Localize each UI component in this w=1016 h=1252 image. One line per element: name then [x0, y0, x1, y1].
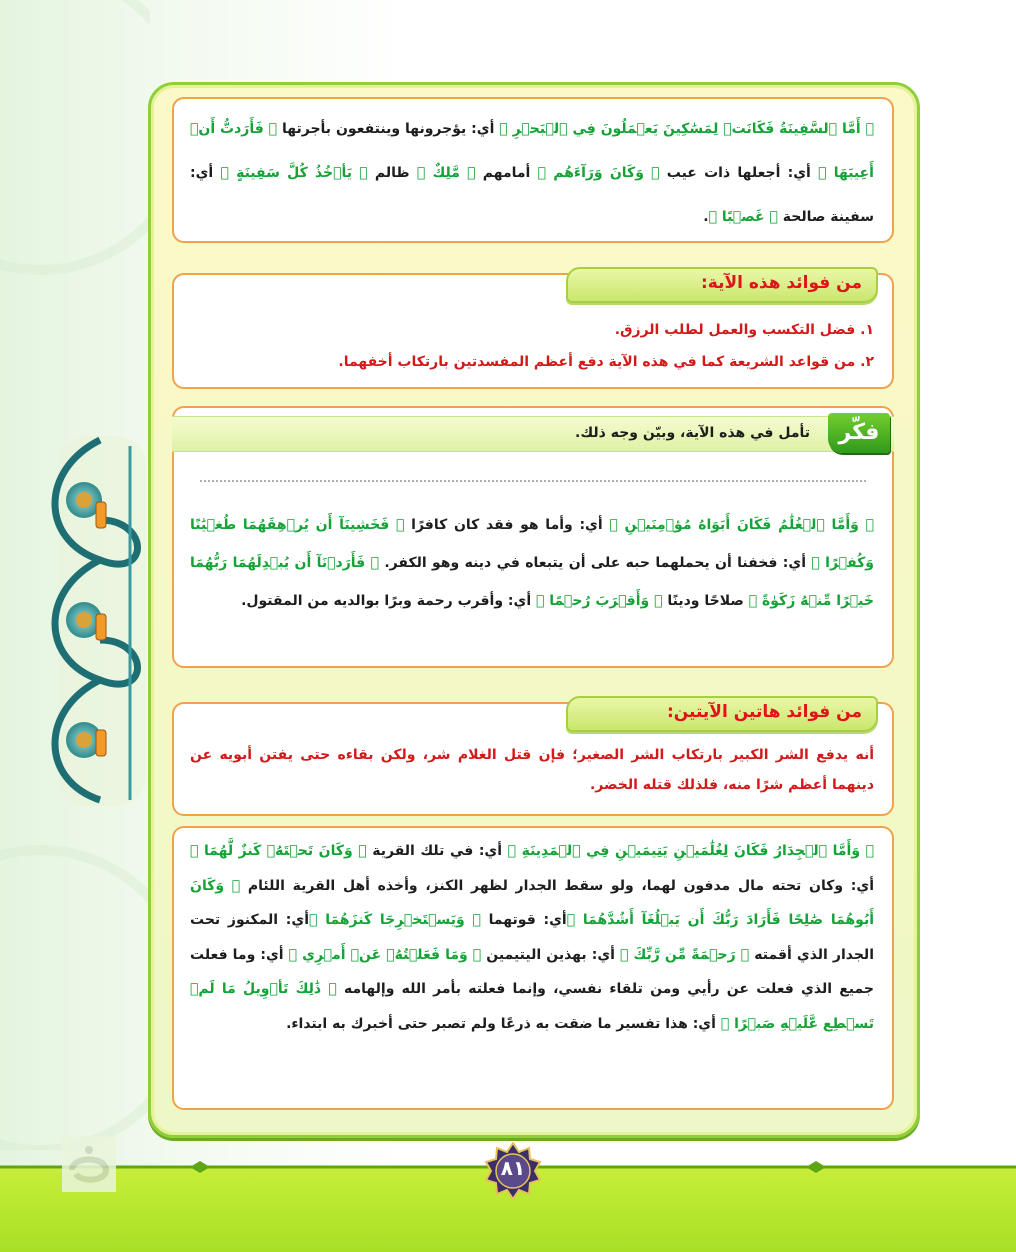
reflect-bar — [172, 416, 894, 452]
quran-verse-segment: ﴿ وَكَانَ وَرَآءَهُم ﴾ — [537, 165, 660, 181]
quran-verse-segment: ﴿ وَمَا فَعَلۡتُهُۥ عَنۡ أَمۡرِي ﴾ — [288, 946, 482, 963]
commentary-segment: أي: يؤجرونها وينتفعون بأجرتها — [277, 121, 500, 137]
commentary-segment: أي: وأما هو فقد كان كافرًا — [404, 517, 610, 533]
publisher-logo — [62, 1136, 116, 1192]
quran-verse-segment: ﴿ وَأَمَّا ٱلۡغُلَٰمُ فَكَانَ أَبَوَاهُ مُؤۡمِنَيۡنِ ﴾ — [609, 517, 875, 533]
reflect-badge: فكّر — [828, 413, 890, 453]
commentary-segment: أي: هذا تفسير ما ضقت به ذرعًا ولم تصبر حتى أخبرك به ابتداء. — [286, 1015, 721, 1032]
quran-verse-segment: ﴿ وَأَقۡرَبَ رُحۡمًا ﴾ — [536, 593, 663, 609]
quran-verse-segment: ﴿ أَمَّا ٱلسَّفِينَةُ فَكَانَتۡ لِمَسَٰكِينَ يَعۡمَلُونَ فِي ٱلۡبَحۡرِ ﴾ — [499, 121, 874, 137]
page-number: ٨١ — [500, 1156, 526, 1180]
quran-verse-segment: ﴿ فَأَرَدتُّ أَنۡ أَعِيبَهَا ﴾ — [190, 121, 874, 181]
quran-verse-segment: ﴿ فَخَشِينَآ أَن يُرۡهِقَهُمَا طُغۡيَٰنًا وَكُفۡرًا ﴾ — [190, 517, 875, 571]
boy-verse-explanation — [190, 506, 874, 620]
commentary-segment: أي: في تلك القرية — [366, 843, 508, 859]
benefits-header-tab — [566, 267, 878, 303]
reflect-prompt: تأمل في هذه الآية، وبيّن وجه ذلك. — [575, 425, 810, 441]
verse-card-ship — [172, 97, 894, 243]
quran-verse-segment: ﴿ وَأَمَّا ٱلۡجِدَارُ فَكَانَ لِغُلَٰمَيۡنِ يَتِيمَيۡنِ فِي ٱلۡمَدِينَةِ ﴾ — [507, 843, 874, 859]
commentary-segment: أي: بهذين اليتيمين — [481, 946, 621, 963]
quran-verse-segment: ﴿ وَكَانَ أَبُوهُمَا صَٰلِحًا فَأَرَادَ رَبُّكَ أَن يَبۡلُغَآ أَشُدَّهُمَا ﴾ — [190, 877, 875, 928]
quran-verse-segment: ﴿ وَيَسۡتَخۡرِجَا كَنزَهُمَا ﴾ — [309, 912, 481, 928]
commentary-segment: أي: قوتهما — [480, 912, 567, 928]
benefits-heading: من فوائد هذه الآية: — [700, 273, 862, 293]
quran-verse-segment: ﴿ ذَٰلِكَ تَأۡوِيلُ مَا لَمۡ تَسۡطِع عَّلَيۡهِ صَبۡرًا ﴾ — [190, 981, 874, 1032]
benefits-card-verse — [172, 273, 894, 389]
benefits2-header-tab — [566, 696, 878, 732]
quran-verse-segment: ﴿ غَصۡبًا ﴾ — [708, 209, 778, 225]
commentary-segment: صلاحًا ودينًا — [662, 593, 749, 609]
benefits2-heading: من فوائد هاتين الآيتين: — [666, 702, 862, 722]
quran-verse-segment: ﴿ فَأَرَدۡنَآ أَن يُبۡدِلَهُمَا رَبُّهُمَا خَيۡرًا مِّنۡهُ زَكَوٰةً ﴾ — [190, 555, 874, 609]
verse-card-wall — [172, 826, 894, 1110]
commentary-segment: أي: المكنوز تحت الجدار الذي أقمته — [190, 912, 874, 963]
quran-verse-segment: ﴿ يَأۡخُذُ كُلَّ سَفِينَةٍ ﴾ — [220, 165, 368, 181]
commentary-segment: أي: وكان تحته مال مدفون لهما، ولو سقط الجدار لظهر الكنز، وأخذه أهل القرية اللئام — [240, 877, 875, 894]
quran-verse-segment: ﴿ مَّلِكٌ ﴾ — [416, 165, 476, 181]
wall-verse-explanation — [190, 834, 874, 1041]
commentary-segment: ظالم — [367, 165, 417, 181]
quran-verse-segment: ﴿ وَكَانَ تَحۡتَهُۥ كَنزٌ لَّهُمَا ﴾ — [190, 843, 367, 859]
commentary-segment: أي: وما فعلت جميع الذي فعلت عن رأيي ومن تلقاء نفسي، وإنما فعلته بأمر الله وإلهامه — [190, 946, 874, 997]
commentary-segment: أمامهم — [475, 165, 538, 181]
commentary-segment: . — [703, 209, 709, 225]
commentary-segment: أي: وأقرب رحمة وبرًا بوالديه من المقتول. — [241, 593, 537, 609]
reflect-card — [172, 406, 894, 668]
benefit-item-2: ٢. من قواعد الشريعة كما في هذه الآية دفع أعظم المفسدتين بارتكاب أخفهما. — [338, 354, 874, 370]
commentary-segment: أي: أجعلها ذات عيب — [659, 165, 819, 181]
answer-dotted-line — [200, 480, 866, 482]
quran-verse-segment: ﴿ رَحۡمَةً مِّن رَّبِّكَ ﴾ — [620, 946, 750, 963]
commentary-segment: أي: سفينة صالحة — [190, 165, 874, 225]
ship-verse-explanation — [190, 107, 874, 239]
benefits-card-two-verses — [172, 702, 894, 816]
benefit-item-1: ١. فضل التكسب والعمل لطلب الرزق. — [614, 322, 874, 338]
benefits2-body: أنه يدفع الشر الكبير بارتكاب الشر الصغير؛ فإن قتل الغلام شر، ولكن بقاءه حتى يفتن أبويه عن دينهما أعظم شرًا منه، فلذلك قتله الخضر. — [190, 747, 874, 793]
left-decorative-ornament — [0, 0, 150, 1150]
commentary-segment: أي: فخفنا أن يحملهما حبه على أن يتبعاه في دينه وهو الكفر. — [379, 555, 812, 571]
